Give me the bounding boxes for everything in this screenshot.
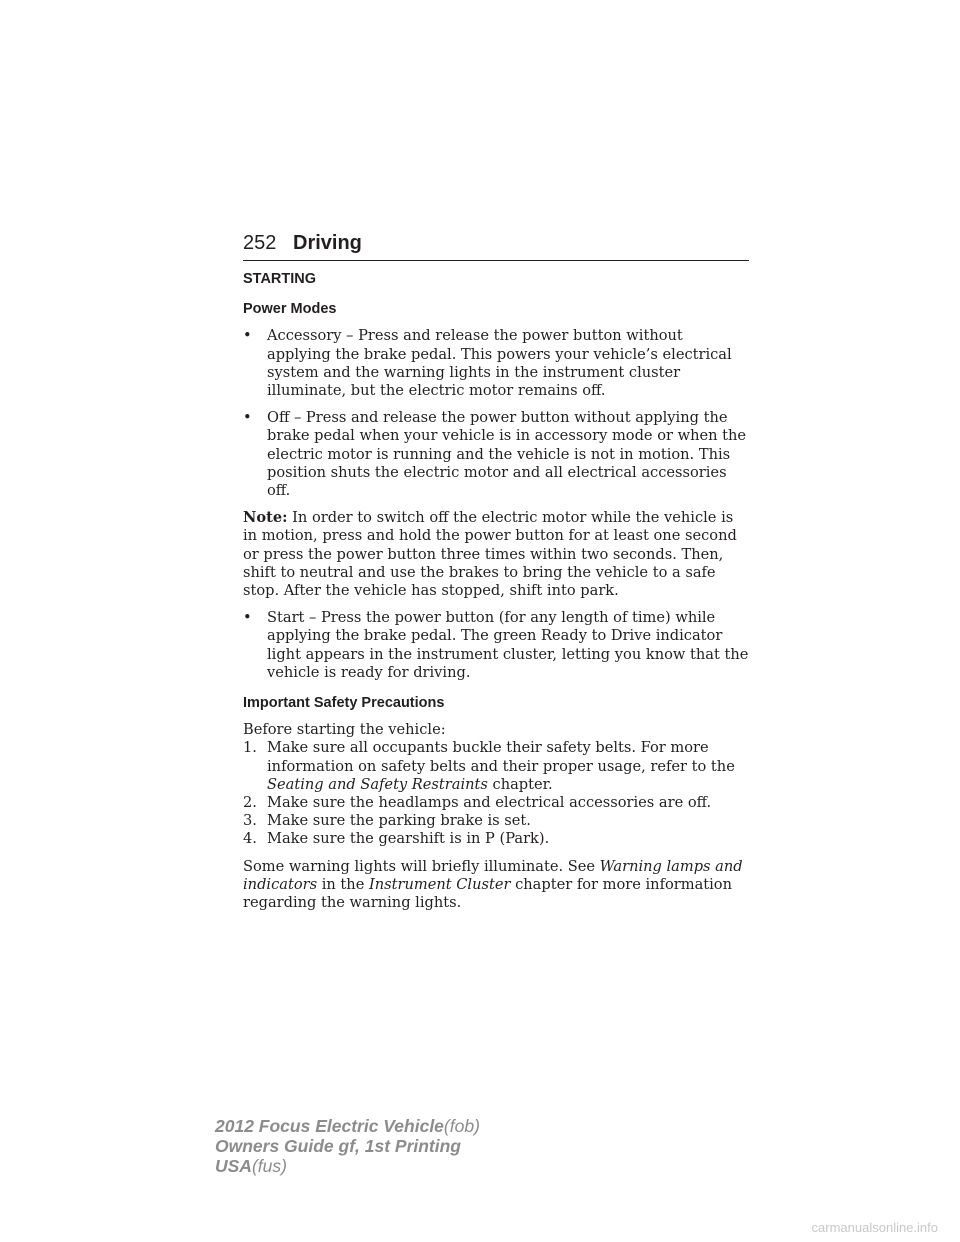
footer-line-1 (215, 1116, 480, 1136)
safety-intro: Before starting the vehicle: (243, 721, 446, 739)
note-label: Note: (243, 509, 288, 527)
bullet-icon: • (243, 327, 252, 345)
bullet-off-text: Off – Press and release the power button without applying the brake pedal when your vehicle is in accessory mode or when the electric motor is running and the vehicle is not in motion. This position shuts the electric motor and all electrical accessories off. (267, 409, 747, 500)
list-item (243, 794, 749, 812)
chapter-title: Driving (293, 232, 362, 254)
step-text: Make sure all occupants buckle their safety belts. For more information on safety belts and their proper usage, refer to the (267, 739, 735, 775)
step-text: Make sure the headlamps and electrical accessories are off. (267, 794, 712, 812)
list-item (243, 812, 749, 830)
note-paragraph (243, 509, 749, 600)
step-number: 3. (243, 812, 257, 830)
note-text: In order to switch off the electric motor while the vehicle is in motion, press and hold the power button for at least one second or press the power button three times within two seconds. Then, shift to neutral and use the brakes to bring the vehicle to a safe stop. After the vehicle has stopped, shift into park. (243, 509, 737, 600)
footer-code: (fob) (443, 1116, 480, 1136)
list-item (243, 739, 749, 794)
safety-steps (243, 739, 749, 848)
print-footer (215, 1116, 480, 1176)
footer-guide: Owners Guide gf, 1st Printing (215, 1136, 461, 1156)
safety-heading: Important Safety Precautions (243, 695, 445, 712)
footer-model: 2012 Focus Electric Vehicle (215, 1116, 444, 1136)
power-modes-heading: Power Modes (243, 301, 337, 318)
step-text-end: chapter. (492, 775, 553, 793)
bullet-accessory-text: Accessory – Press and release the power button without applying the brake pedal. This powers your vehicle’s electrical system and the warning lights in the instrument cluster illuminate, but the electric motor remains off. (267, 327, 732, 400)
closing-paragraph (243, 858, 749, 913)
page-number: 252 (243, 232, 277, 254)
bullet-icon: • (243, 409, 252, 427)
page-header (243, 230, 749, 261)
step-number: 1. (243, 739, 257, 757)
bullet-off (243, 409, 749, 500)
bullet-start (243, 609, 749, 682)
footer-line-3 (215, 1156, 480, 1176)
watermark-text: carmanualsonline.info (811, 1220, 938, 1235)
footer-line-2 (215, 1136, 480, 1156)
list-item (243, 830, 749, 848)
section-title: STARTING (243, 271, 317, 287)
step-text: Make sure the parking brake is set. (267, 812, 531, 830)
footer-market: USA (215, 1156, 252, 1176)
closing-text: chapter for more information regarding the warning lights. (243, 875, 732, 912)
footer-market-code: (fus) (251, 1156, 287, 1176)
warning-lamps-reference: Warning lamps and indicators (243, 857, 743, 893)
closing-text: in the (321, 875, 365, 893)
step-text: Make sure the gearshift is in P (Park). (267, 830, 550, 848)
bullet-icon: • (243, 609, 252, 627)
bullet-start-text: Start – Press the power button (for any length of time) while applying the brake pedal. The green Ready to Drive indicator light appears in the instrument cluster, letting you know that the vehicle is ready for driving. (267, 609, 749, 681)
closing-text: Some warning lights will briefly illuminate. See (243, 857, 596, 875)
instrument-cluster-reference: Instrument Cluster (368, 875, 511, 893)
page-content (243, 270, 749, 921)
chapter-reference: Seating and Safety Restraints (267, 775, 488, 793)
step-number: 4. (243, 830, 257, 848)
step-number: 2. (243, 794, 257, 812)
bullet-accessory (243, 327, 749, 400)
